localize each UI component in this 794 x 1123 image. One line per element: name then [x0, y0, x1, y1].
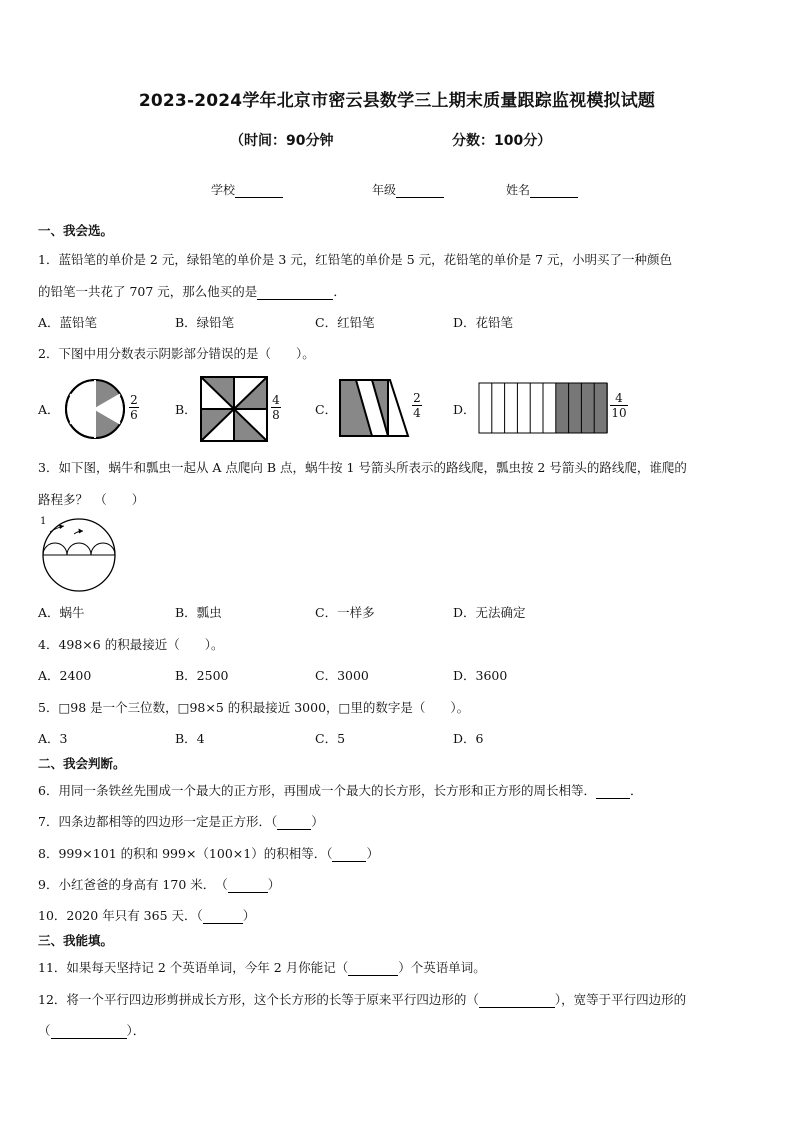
- q5-option-a[interactable]: A．3: [38, 731, 68, 746]
- question-3-line-2: 路程多？ （ ）: [38, 492, 145, 507]
- school-field[interactable]: 学校: [211, 181, 283, 198]
- answer-blank[interactable]: [596, 786, 630, 799]
- question-11: 11．如果每天坚持记 2 个英语单词，今年 2 月你能记（ ）个英语单词。: [38, 960, 486, 975]
- q4-option-d[interactable]: D．3600: [453, 668, 508, 683]
- q4-option-b[interactable]: B．2500: [175, 668, 229, 683]
- answer-blank[interactable]: [332, 849, 366, 862]
- trapezoid-quarters-figure: [338, 378, 410, 438]
- question-12-line-2: （ ）．: [38, 1023, 146, 1038]
- answer-blank[interactable]: [479, 995, 555, 1008]
- q2-option-b-label[interactable]: B．: [175, 402, 197, 417]
- q1-option-c[interactable]: C．红铅笔: [315, 315, 375, 330]
- q1-option-d[interactable]: D．花铅笔: [453, 315, 514, 330]
- q2-option-c-label[interactable]: C．: [315, 402, 338, 417]
- q4-option-a[interactable]: A．2400: [38, 668, 92, 683]
- circle-sixths-figure: [64, 378, 126, 440]
- question-12-line-1: 12．将一个平行四边形剪拼成长方形，这个长方形的长等于原来平行四边形的（ ），宽等于平行四边形的: [38, 992, 687, 1007]
- q3-option-d[interactable]: D．无法确定: [453, 605, 526, 620]
- answer-blank[interactable]: [257, 287, 333, 300]
- q5-option-d[interactable]: D．6: [453, 731, 484, 746]
- question-1-line-1: 1．蓝铅笔的单价是 2 元，绿铅笔的单价是 3 元，红铅笔的单价是 5 元，花铅笔的单价是 7 元，小明买了一种颜色: [38, 252, 673, 267]
- fraction-c: $\frac{2}{4}$: [413, 391, 421, 420]
- fraction-b: $\frac{4}{8}$: [272, 393, 280, 422]
- score-label: 分数：100分）: [452, 133, 552, 149]
- question-10: 10．2020 年只有 365 天．（ ）: [38, 908, 256, 923]
- arrow-1-label: 1: [40, 516, 47, 527]
- square-eighths-figure: [200, 376, 268, 442]
- q1-option-b[interactable]: B．绿铅笔: [175, 315, 235, 330]
- question-1-line-2: 的铅笔一共花了 707 元，那么他买的是 ．: [38, 284, 346, 299]
- fraction-d: $\frac{4}{10}$: [611, 391, 627, 420]
- q4-option-c[interactable]: C．3000: [315, 668, 369, 683]
- bar-tenths-figure: [478, 382, 608, 434]
- name-field[interactable]: 姓名: [506, 181, 578, 198]
- question-7: 7．四条边都相等的四边形一定是正方形．（ ）: [38, 814, 324, 829]
- question-5: 5．□98 是一个三位数，□98×5 的积最接近 3000，□里的数字是（ ）。: [38, 700, 470, 715]
- q5-option-c[interactable]: C．5: [315, 731, 346, 746]
- section-2-heading: 二、我会判断。: [38, 756, 126, 771]
- q3-option-a[interactable]: A．蜗牛: [38, 605, 85, 620]
- q3-option-b[interactable]: B．瓢虫: [175, 605, 222, 620]
- q1-option-a[interactable]: A．蓝铅笔: [38, 315, 98, 330]
- fraction-a: $\frac{2}{6}$: [130, 393, 138, 422]
- answer-blank[interactable]: [348, 963, 398, 976]
- answer-blank[interactable]: [51, 1026, 127, 1039]
- page-title: 2023-2024学年北京市密云县数学三上期末质量跟踪监视模拟试题: [138, 91, 656, 111]
- answer-blank[interactable]: [277, 817, 311, 830]
- path-comparison-figure: [40, 516, 120, 592]
- grade-field[interactable]: 年级: [372, 181, 444, 198]
- question-4: 4．498×6 的积最接近（ ）。: [38, 637, 224, 652]
- q2-option-a-label[interactable]: A．: [38, 402, 60, 417]
- question-8: 8．999×101 的积和 999×（100×1）的积相等．（ ）: [38, 846, 379, 861]
- question-2: 2．下图中用分数表示阴影部分错误的是（ ）。: [38, 346, 315, 361]
- time-label: （时间：90分钟: [230, 133, 334, 149]
- q2-option-d-label[interactable]: D．: [453, 402, 476, 417]
- question-6: 6．用同一条铁丝先围成一个最大的正方形，再围成一个最大的长方形，长方形和正方形的周长相等． ．: [38, 783, 643, 798]
- section-1-heading: 一、我会选。: [38, 223, 114, 238]
- answer-blank[interactable]: [228, 880, 268, 893]
- q5-option-b[interactable]: B．4: [175, 731, 205, 746]
- section-3-heading: 三、我能填。: [38, 933, 114, 948]
- question-9: 9．小红爸爸的身高有 170 米． （ ）: [38, 877, 281, 892]
- question-3-line-1: 3．如下图，蜗牛和瓢虫一起从 A 点爬向 B 点，蜗牛按 1 号箭头所表示的路线爬，瓢虫按 2 号箭头的路线爬，谁爬的: [38, 460, 687, 475]
- answer-blank[interactable]: [203, 911, 243, 924]
- q3-option-c[interactable]: C．一样多: [315, 605, 375, 620]
